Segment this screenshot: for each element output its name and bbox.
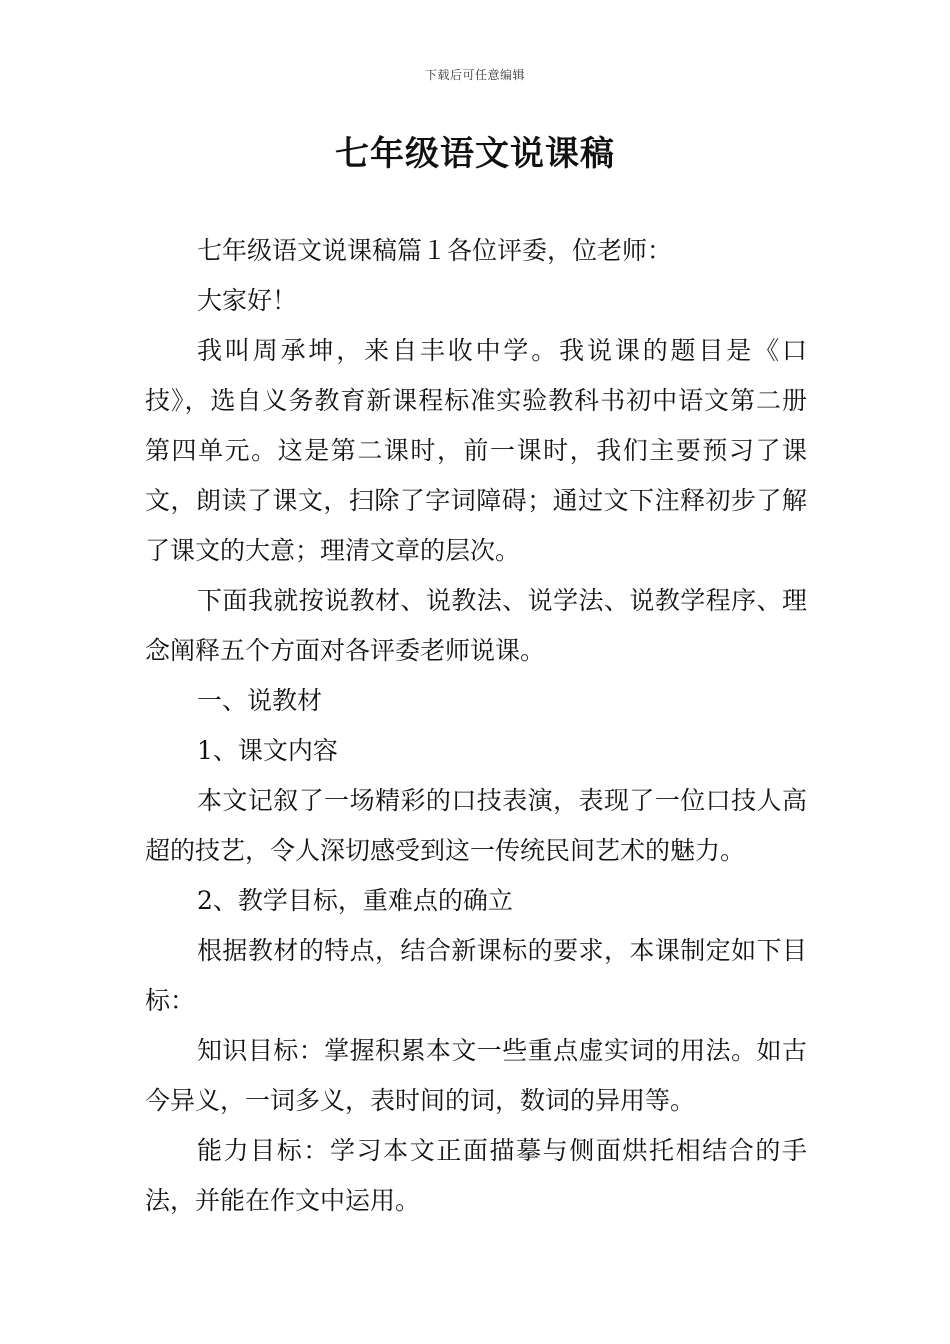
paragraph-content: 本文记叙了一场精彩的口技表演，表现了一位口技人高超的技艺，令人深切感受到这一传统民间艺术的魅力。	[145, 786, 807, 865]
document-title: 七年级语文说课稿	[335, 134, 615, 174]
paragraph-hello: 大家好！	[197, 286, 298, 315]
subheading-content: 1、课文内容	[197, 736, 338, 765]
paragraph-greeting-intro: 七年级语文说课稿篇１各位评委，位老师：	[197, 236, 673, 265]
paragraph-self-intro: 我叫周承坤，来自丰收中学。我说课的题目是《口技》，选自义务教育新课程标准实验教科书初中语文第二册第四单元。这是第二课时，前一课时，我们主要预习了课文，朗读了课文，扫除了字词障碍；通过文下注释初步了解了课文的大意；理清文章的层次。	[145, 336, 807, 565]
section-heading-textbook: 一、说教材	[197, 686, 323, 715]
paragraph-goals: 根据教材的特点，结合新课标的要求，本课制定如下目标：	[145, 936, 807, 1015]
header-note: 下载后可任意编辑	[424, 68, 525, 82]
paragraph-knowledge-goal: 知识目标：掌握积累本文一些重点虚实词的用法。如古今异义，一词多义，表时间的词，数词的异用等。	[145, 1036, 807, 1115]
document-body	[145, 226, 807, 1226]
paragraph-outline: 下面我就按说教材、说教法、说学法、说教学程序、理念阐释五个方面对各评委老师说课。	[145, 586, 807, 665]
subheading-goals: 2、教学目标，重难点的确立	[197, 886, 513, 915]
paragraph-ability-goal: 能力目标：学习本文正面描摹与侧面烘托相结合的手法，并能在作文中运用。	[145, 1136, 807, 1215]
